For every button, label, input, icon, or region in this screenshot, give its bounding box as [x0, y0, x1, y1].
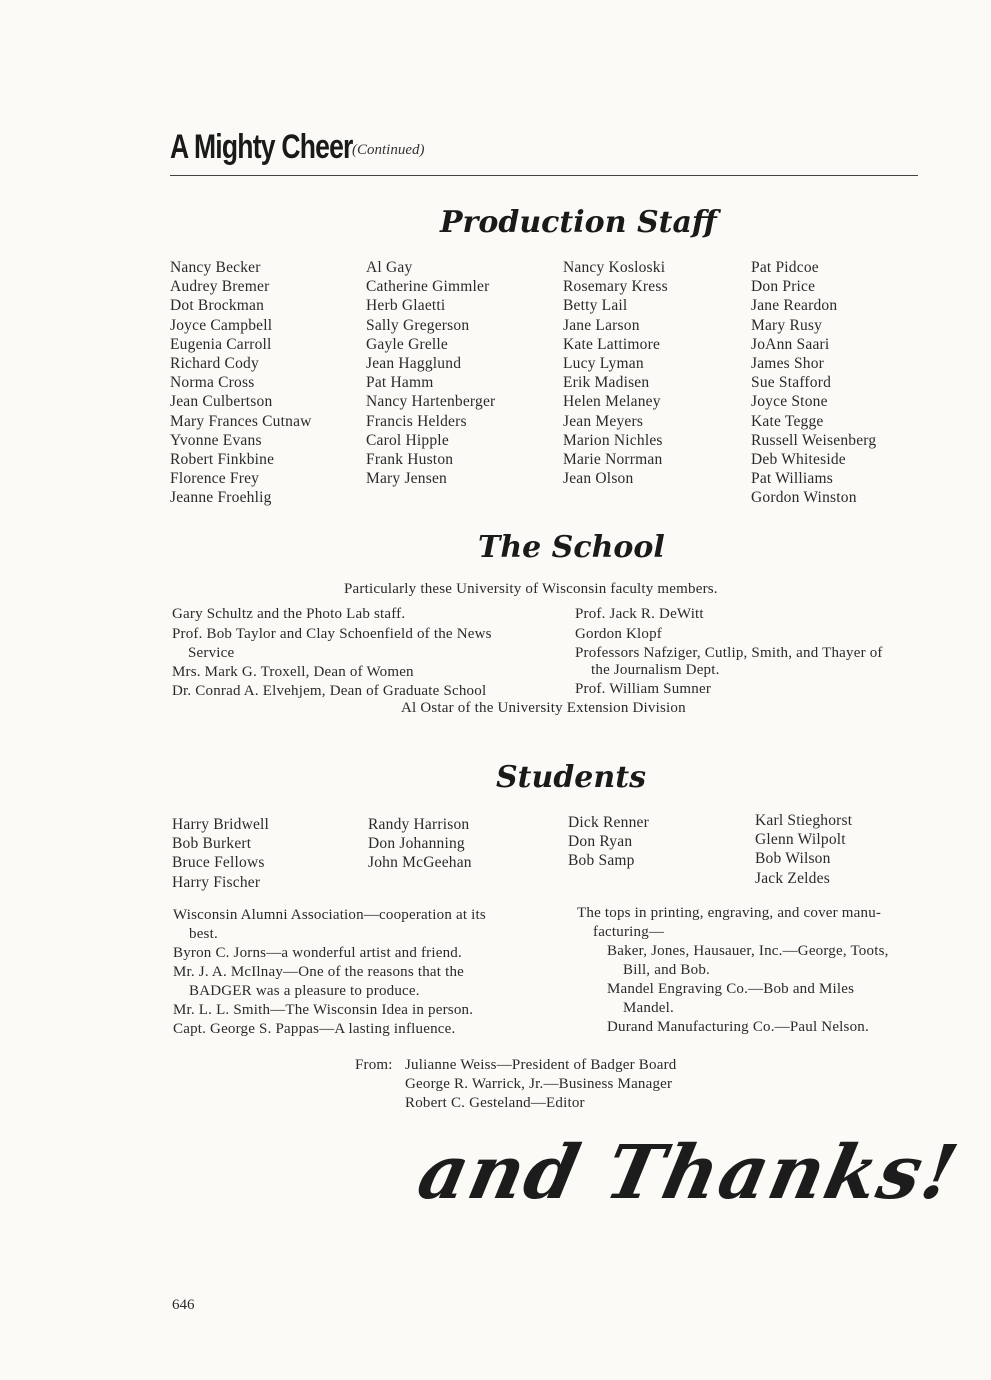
page-number: 646	[172, 1297, 195, 1313]
staff-name: Richard Cody	[170, 354, 259, 372]
staff-name: Lucy Lyman	[563, 354, 644, 372]
staff-name: Nancy Becker	[170, 259, 261, 276]
staff-name: Robert Finkbine	[170, 450, 275, 468]
signoff-line: Julianne Weiss—President of Badger Board	[405, 1057, 677, 1073]
students-column-1	[172, 815, 269, 892]
staff-name: Pat Hamm	[366, 374, 434, 392]
student-name: Bob Samp	[568, 852, 635, 870]
students-heading: Students	[496, 760, 646, 795]
thanks-left-line: BADGER was a pleasure to produce.	[189, 983, 420, 999]
staff-name: Mary Frances Cutnaw	[170, 412, 312, 430]
student-name: Glenn Wilpolt	[755, 831, 846, 849]
staff-name: Russell Weisenberg	[751, 431, 877, 449]
staff-name: Marion Nichles	[563, 431, 663, 449]
production-staff-column-2	[366, 258, 495, 488]
student-name: Randy Harrison	[368, 816, 470, 833]
student-name: Jack Zeldes	[755, 869, 830, 887]
thanks-left-line: Wisconsin Alumni Association—cooperation at its	[173, 907, 486, 923]
school-heading: The School	[478, 530, 665, 565]
thanks-right-line: Bill, and Bob.	[623, 962, 710, 978]
thanks-left-line: Mr. L. L. Smith—The Wisconsin Idea in person.	[173, 1002, 474, 1018]
staff-name: Mary Jensen	[366, 470, 447, 488]
page-subtitle: (Continued)	[352, 142, 425, 158]
staff-name: James Shor	[751, 354, 825, 372]
staff-name: Al Gay	[366, 259, 413, 276]
student-name: Bob Burkert	[172, 835, 252, 853]
school-intro: Particularly these University of Wisconsin faculty members.	[344, 581, 718, 597]
student-name: Dick Renner	[568, 814, 649, 831]
production-staff-heading: Production Staff	[440, 205, 717, 240]
staff-name: Francis Helders	[366, 412, 467, 430]
school-footer: Al Ostar of the University Extension Division	[401, 700, 686, 716]
signoff-line: Robert C. Gesteland—Editor	[405, 1095, 585, 1111]
header-rule	[170, 175, 918, 176]
staff-name: JoAnn Saari	[751, 335, 830, 353]
school-left-line: Gary Schultz and the Photo Lab staff.	[172, 606, 406, 622]
closing-handwriting: and Thanks!	[410, 1130, 967, 1216]
staff-name: Pat Pidcoe	[751, 259, 819, 276]
school-right-line: Prof. Jack R. DeWitt	[575, 606, 704, 622]
staff-name: Don Price	[751, 278, 816, 296]
thanks-left-line: best.	[189, 926, 218, 942]
student-name: John McGeehan	[368, 854, 472, 872]
production-staff-column-4	[751, 258, 876, 507]
thanks-right-line: Mandel Engraving Co.—Bob and Miles	[607, 981, 855, 997]
staff-name: Sue Stafford	[751, 374, 832, 392]
school-left-line: Mrs. Mark G. Troxell, Dean of Women	[172, 664, 414, 680]
staff-name: Marie Norrman	[563, 450, 663, 468]
school-left-line: Service	[188, 645, 235, 661]
school-left-line: Dr. Conrad A. Elvehjem, Dean of Graduate School	[172, 683, 487, 699]
student-name: Bruce Fellows	[172, 854, 265, 872]
students-column-4	[755, 811, 852, 888]
page-title: A Mighty Cheer	[170, 128, 353, 166]
production-staff-column-3	[563, 258, 668, 488]
staff-name: Jean Culbertson	[170, 393, 273, 411]
staff-name: Jane Larson	[563, 316, 640, 334]
staff-name: Eugenia Carroll	[170, 335, 272, 353]
staff-name: Joyce Campbell	[170, 316, 273, 334]
staff-name: Audrey Bremer	[170, 278, 270, 296]
staff-name: Catherine Gimmler	[366, 278, 490, 296]
staff-name: Herb Glaetti	[366, 297, 446, 315]
thanks-right-line: Mandel.	[623, 1000, 674, 1016]
staff-name: Jeanne Froehlig	[170, 489, 272, 507]
staff-name: Carol Hipple	[366, 431, 449, 449]
staff-name: Nancy Hartenberger	[366, 393, 496, 411]
school-right-line: Prof. William Sumner	[575, 681, 712, 697]
signoff-line: George R. Warrick, Jr.—Business Manager	[405, 1076, 673, 1092]
staff-name: Jean Olson	[563, 470, 634, 488]
staff-name: Mary Rusy	[751, 316, 823, 334]
thanks-right-line: Baker, Jones, Hausauer, Inc.—George, Toots,	[607, 943, 889, 959]
thanks-left-line: Capt. George S. Pappas—A lasting influence.	[173, 1021, 456, 1037]
staff-name: Betty Lail	[563, 297, 628, 315]
staff-name: Pat Williams	[751, 470, 834, 488]
staff-name: Jean Meyers	[563, 412, 644, 430]
staff-name: Yvonne Evans	[170, 431, 262, 449]
staff-name: Joyce Stone	[751, 393, 828, 411]
staff-name: Frank Huston	[366, 450, 454, 468]
student-name: Bob Wilson	[755, 850, 831, 868]
staff-name: Norma Cross	[170, 374, 255, 392]
school-right-line: Gordon Klopf	[575, 626, 662, 642]
staff-name: Sally Gregerson	[366, 316, 470, 334]
school-right-line: the Journalism Dept.	[591, 662, 720, 678]
staff-name: Rosemary Kress	[563, 278, 668, 296]
production-staff-column-1	[170, 258, 312, 507]
student-name: Harry Bridwell	[172, 816, 270, 833]
students-column-3	[568, 813, 649, 871]
staff-name: Erik Madisen	[563, 374, 650, 392]
staff-name: Jane Reardon	[751, 297, 838, 315]
students-column-2	[368, 815, 472, 873]
staff-name: Helen Melaney	[563, 393, 661, 411]
staff-name: Florence Frey	[170, 470, 260, 488]
school-left-line: Prof. Bob Taylor and Clay Schoenfield of the News	[172, 626, 492, 642]
thanks-left-line: Byron C. Jorns—a wonderful artist and friend.	[173, 945, 462, 961]
thanks-right-line: facturing—	[593, 924, 665, 940]
staff-name: Deb Whiteside	[751, 450, 846, 468]
student-name: Don Ryan	[568, 833, 633, 851]
school-right-line: Professors Nafziger, Cutlip, Smith, and Thayer of	[575, 645, 883, 661]
student-name: Don Johanning	[368, 835, 465, 853]
staff-name: Gayle Grelle	[366, 335, 449, 353]
student-name: Karl Stieghorst	[755, 812, 853, 829]
staff-name: Nancy Kosloski	[563, 259, 666, 276]
signoff-from-label: From:	[355, 1057, 393, 1073]
staff-name: Gordon Winston	[751, 489, 857, 507]
student-name: Harry Fischer	[172, 873, 261, 891]
staff-name: Dot Brockman	[170, 297, 265, 315]
staff-name: Kate Lattimore	[563, 335, 661, 353]
thanks-left-line: Mr. J. A. McIlnay—One of the reasons that the	[173, 964, 465, 980]
staff-name: Kate Tegge	[751, 412, 824, 430]
thanks-right-line: Durand Manufacturing Co.—Paul Nelson.	[607, 1019, 869, 1035]
thanks-right-line: The tops in printing, engraving, and cover manu-	[577, 905, 882, 921]
staff-name: Jean Hagglund	[366, 354, 462, 372]
